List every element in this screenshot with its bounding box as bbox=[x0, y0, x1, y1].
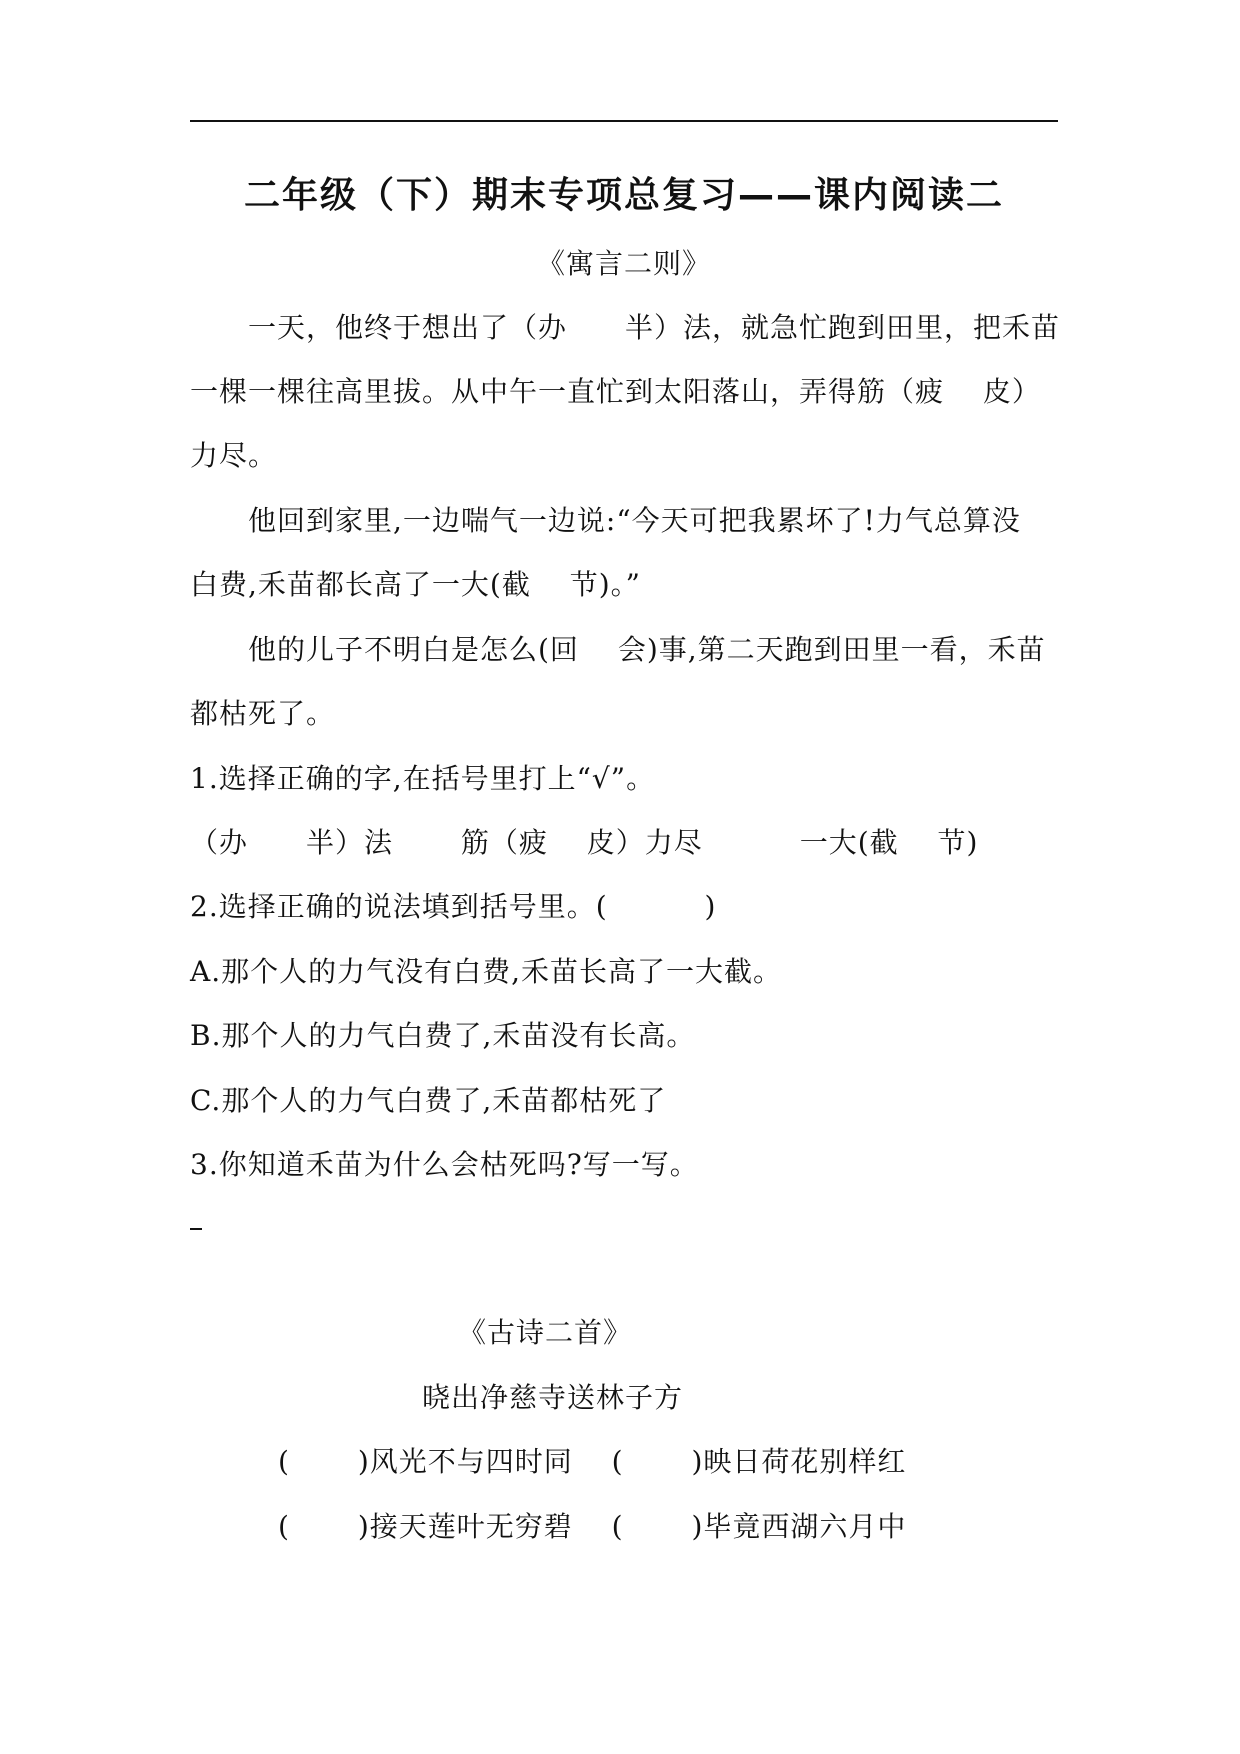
poem-row-1: ( )风光不与四时同 ( )映日荷花别样红 bbox=[278, 1445, 907, 1478]
section-heading-fables: 《寓言二则》 bbox=[536, 247, 711, 280]
passage-line-7: 都枯死了。 bbox=[190, 697, 336, 730]
passage-line-4: 他回到家里,一边喘气一边说:“今天可把我累坏了!力气总算没 bbox=[248, 504, 1021, 537]
question-2: 2.选择正确的说法填到括号里。( ) bbox=[190, 890, 717, 923]
header-rule bbox=[190, 120, 1058, 122]
question-1-options: （办 半）法 筋（疲 皮）力尽 一大(截 节) bbox=[190, 826, 979, 859]
passage-line-2: 一棵一棵往高里拔。从中午一直忙到太阳落山，弄得筋（疲 皮） bbox=[190, 375, 1041, 408]
passage-line-1: 一天，他终于想出了（办 半）法，就急忙跑到田里，把禾苗 bbox=[248, 311, 1061, 344]
passage-line-3: 力尽。 bbox=[190, 439, 278, 472]
passage-line-6: 他的儿子不明白是怎么(回 会)事,第二天跑到田里一看，禾苗 bbox=[248, 633, 1046, 666]
question-1: 1.选择正确的字,在括号里打上“√”。 bbox=[190, 762, 656, 795]
question-2-option-b: B.那个人的力气白费了,禾苗没有长高。 bbox=[190, 1019, 696, 1052]
answer-line-mark bbox=[190, 1228, 202, 1230]
poem-row-2: ( )接天莲叶无穷碧 ( )毕竟西湖六月中 bbox=[278, 1510, 907, 1543]
poem-title: 晓出净慈寺送林子方 bbox=[422, 1381, 684, 1414]
section-heading-poems: 《古诗二首》 bbox=[458, 1316, 633, 1349]
passage-line-5: 白费,禾苗都长高了一大(截 节)。” bbox=[190, 568, 641, 601]
question-3: 3.你知道禾苗为什么会枯死吗?写一写。 bbox=[190, 1148, 699, 1181]
page-title: 二年级（下）期末专项总复习——课内阅读二 bbox=[243, 175, 1004, 216]
question-2-option-a: A.那个人的力气没有白费,禾苗长高了一大截。 bbox=[190, 955, 783, 988]
question-2-option-c: C.那个人的力气白费了,禾苗都枯死了 bbox=[190, 1084, 667, 1117]
